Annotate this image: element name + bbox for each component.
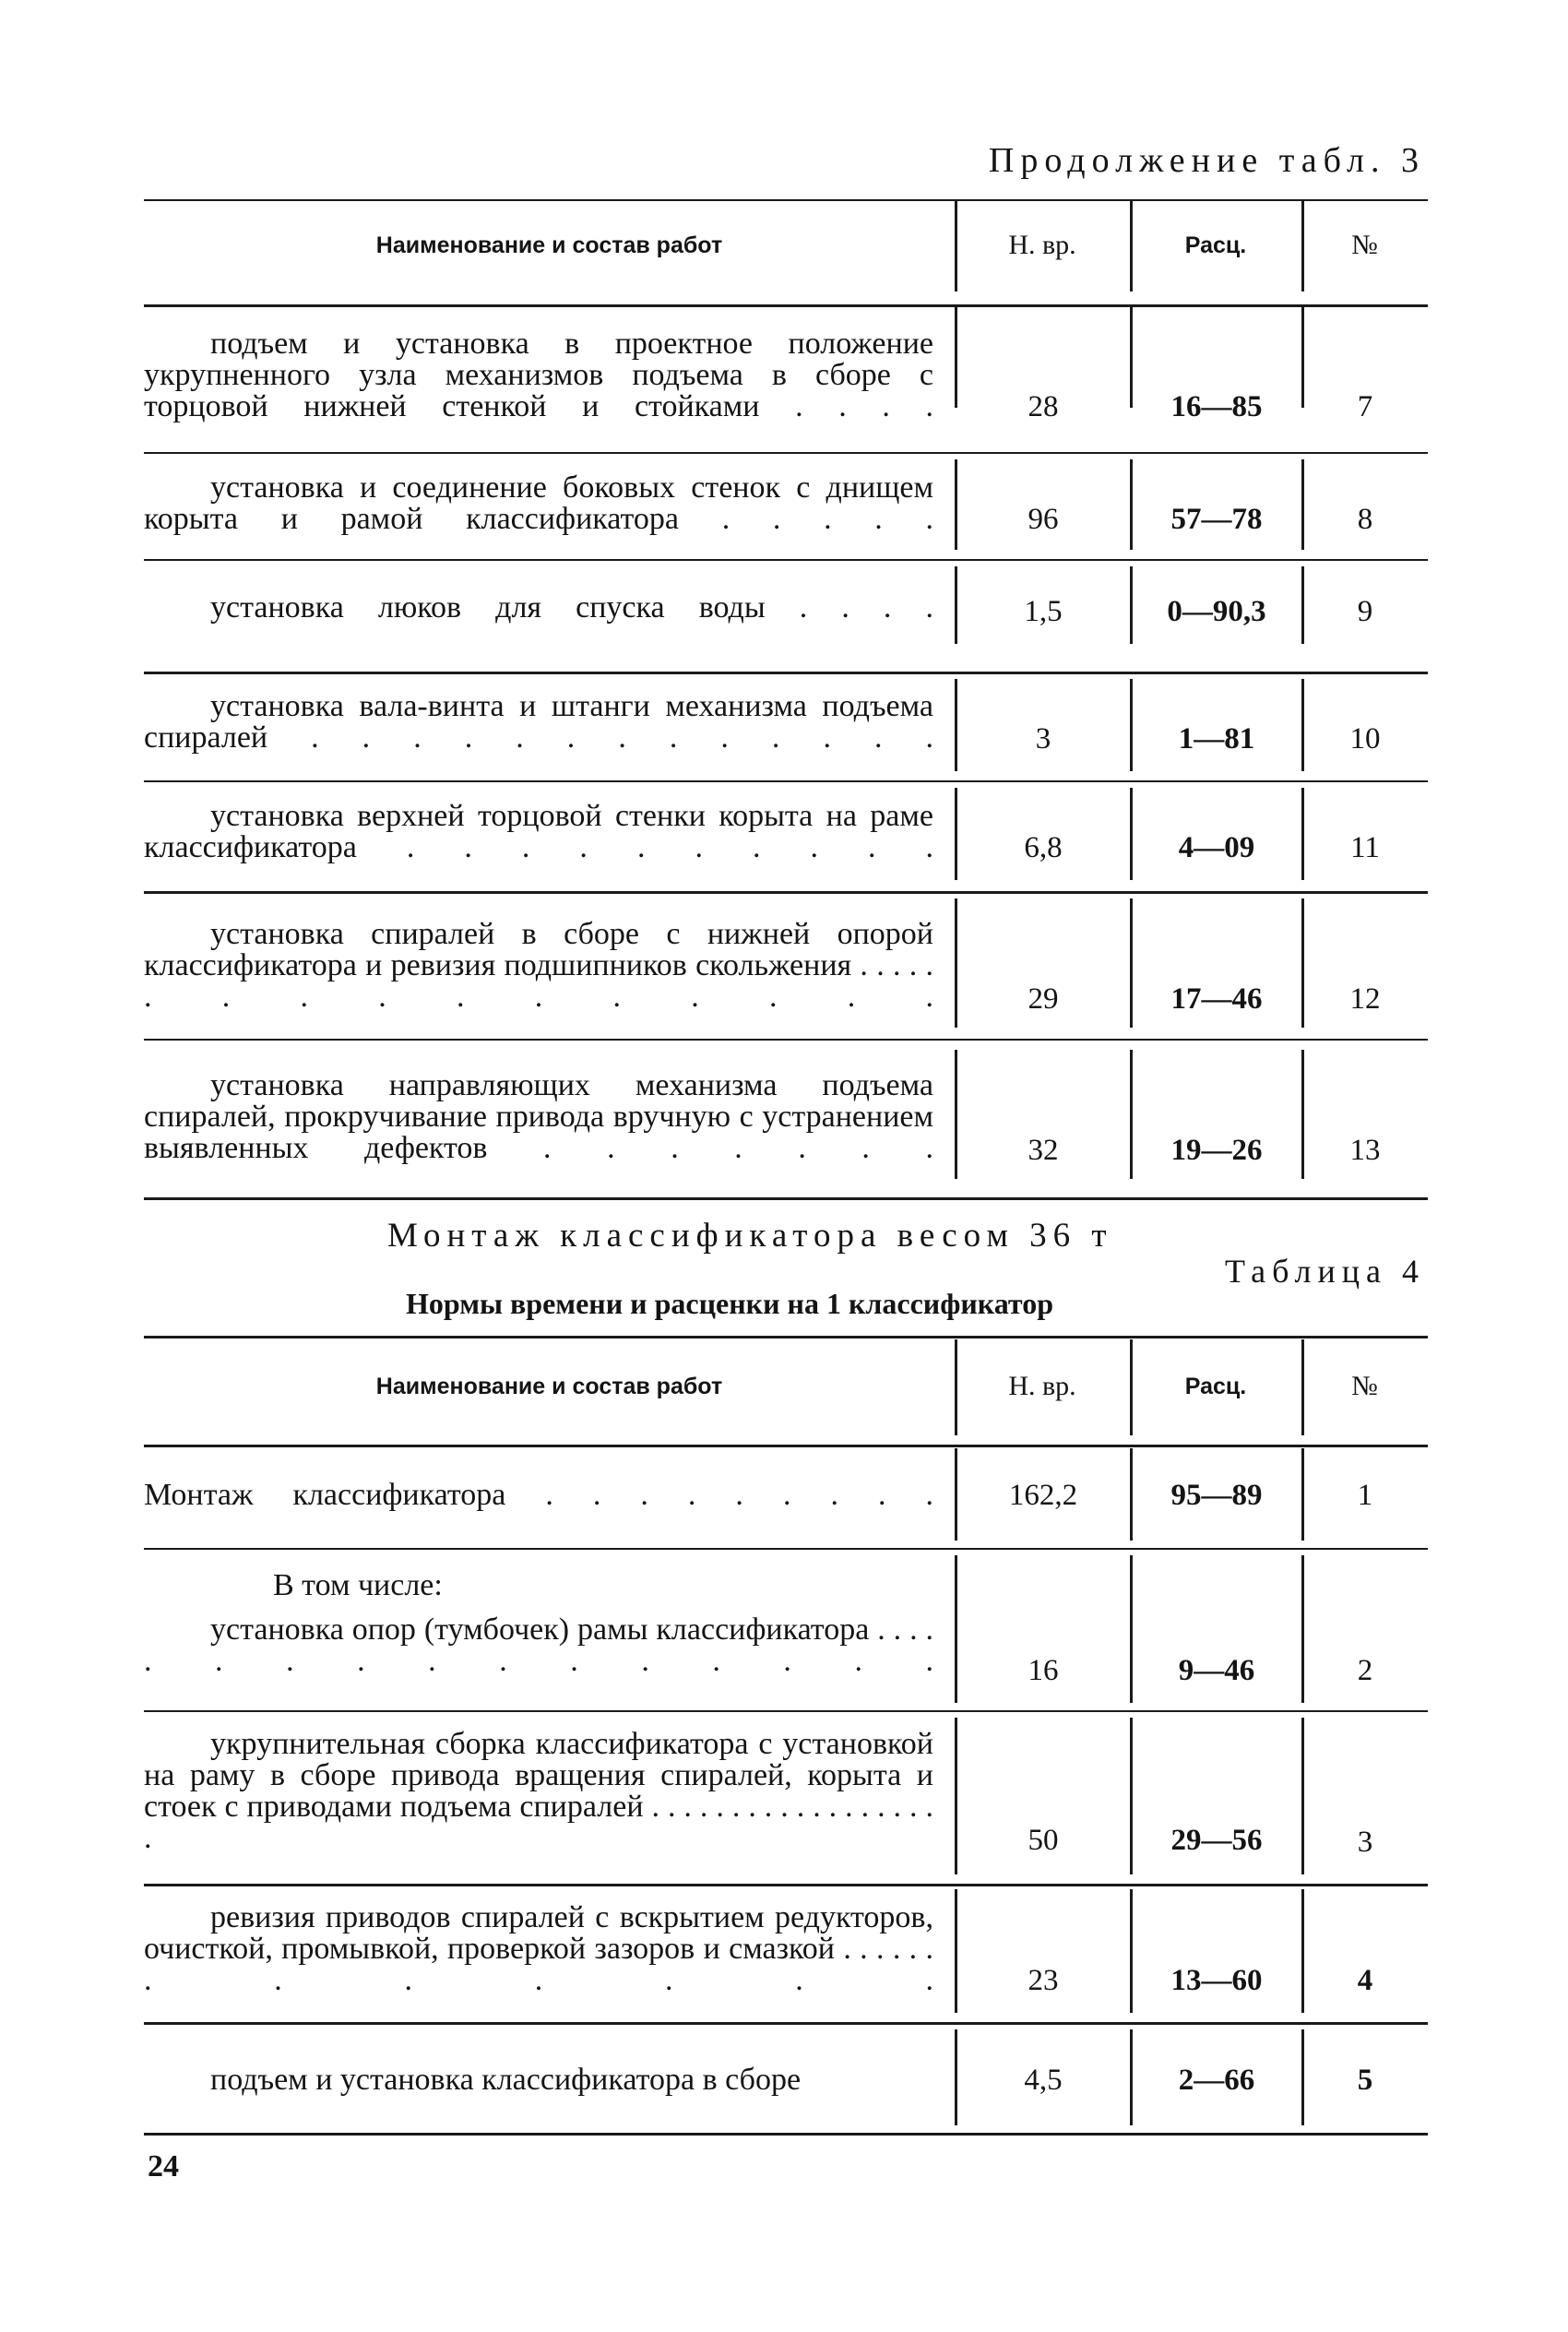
cell-price: 95—89: [1170, 1479, 1263, 1512]
col-header-name: Наименование и состав работ: [375, 1373, 723, 1399]
table-4: [144, 1336, 1428, 2148]
cell-no: 5: [1357, 2064, 1373, 2097]
col-header-time: Н. вр.: [1008, 1371, 1076, 1401]
cell-time: 16: [1028, 1654, 1059, 1687]
page-number: 24: [148, 2149, 179, 2183]
table-subtitle: Нормы времени и расценки на 1 классификатор: [406, 1287, 1053, 1320]
table-row-desc: укрупнительная сборка классификатора с установкой на раму в сборе привода вращения спиралей, корыта и стоек с приводами подъема спиралей . . . . . . . . . . . . . . . . . . .: [144, 1727, 933, 1855]
cell-no: 2: [1357, 1654, 1373, 1687]
cell-no: 7: [1357, 390, 1373, 423]
col-header-no: №: [1351, 230, 1378, 260]
cell-price: 16—85: [1170, 390, 1263, 423]
cell-time: 162,2: [1008, 1479, 1078, 1512]
continuation-label: Продолжение табл. 3: [988, 141, 1425, 180]
cell-no: 12: [1349, 982, 1381, 1016]
cell-time: 32: [1028, 1134, 1059, 1167]
table-row-desc: В том числе: установка опор (тумбочек) рамы классификатора . . . . . . . . . . . . . . . .: [144, 1568, 933, 1678]
table-row-desc: подъем и установка в проектное положение укрупненного узла механизмов подъема в сборе с торцовой нижней стенкой и стойками . . . .: [144, 327, 933, 423]
cell-price: 2—66: [1178, 2064, 1255, 2097]
cell-time: 4,5: [1024, 2064, 1063, 2097]
table-row-desc: установка и соединение боковых стенок с днищем корыта и рамой классификатора . . . . .: [144, 470, 933, 536]
cell-time: 1,5: [1024, 595, 1063, 628]
cell-price: 0—90,3: [1167, 595, 1266, 628]
table-row-desc: ревизия приводов спиралей с вскрытием редукторов, очисткой, промывкой, проверкой зазоров и смазкой . . . . . . . . . . . . .: [144, 1900, 933, 1997]
cell-price: 4—09: [1178, 831, 1255, 864]
col-header-time: Н. вр.: [1008, 230, 1076, 260]
cell-time: 3: [1035, 722, 1051, 756]
table-label: Таблица 4: [1225, 1253, 1425, 1290]
cell-no: 9: [1357, 595, 1373, 628]
cell-price: 17—46: [1170, 982, 1263, 1016]
col-header-name: Наименование и состав работ: [375, 232, 723, 258]
cell-time: 28: [1028, 390, 1059, 423]
cell-price: 29—56: [1170, 1824, 1263, 1857]
table-row-desc: установка верхней торцовой стенки корыта на раме классификатора . . . . . . . . . .: [144, 799, 933, 864]
table-row-desc: установка направляющих механизма подъема спиралей, прокручивание привода вручную с устранением выявленных дефектов . . . . . . .: [144, 1068, 933, 1165]
cell-price: 13—60: [1170, 1964, 1263, 1997]
cell-no: 3: [1357, 1826, 1373, 1859]
cell-no: 8: [1357, 503, 1373, 536]
cell-time: 96: [1028, 503, 1059, 536]
cell-price: 9—46: [1178, 1654, 1255, 1687]
table-row-desc: установка вала-винта и штанги механизма подъема спиралей . . . . . . . . . . . . .: [144, 689, 933, 755]
table-row-desc: установка спиралей в сборе с нижней опорой классификатора и ревизия подшипников скольжения . . . . . . . . . . . . . . . .: [144, 917, 933, 1014]
cell-no: 13: [1349, 1134, 1381, 1167]
cell-time: 50: [1028, 1824, 1059, 1857]
cell-price: 19—26: [1170, 1134, 1263, 1167]
col-header-price: Расц.: [1184, 232, 1247, 258]
cell-no: 4: [1357, 1964, 1373, 1997]
cell-price: 57—78: [1170, 503, 1263, 536]
cell-no: 1: [1357, 1479, 1373, 1512]
table-row-desc: подъем и установка классификатора в сборе: [210, 2063, 802, 2097]
table-row-desc: Монтаж классификатора . . . . . . . . .: [144, 1478, 933, 1512]
table-row-desc: установка люков для спуска воды . . . .: [210, 590, 933, 625]
cell-time: 29: [1028, 982, 1059, 1016]
cell-no: 11: [1350, 831, 1380, 864]
section-title: Монтаж классификатора весом 36 т: [387, 1217, 1113, 1255]
table-3: [144, 199, 1428, 1214]
col-header-price: Расц.: [1184, 1373, 1247, 1399]
cell-price: 1—81: [1178, 722, 1255, 756]
lead-in-text: В том числе:: [273, 1568, 443, 1602]
cell-time: 23: [1028, 1964, 1059, 1997]
cell-time: 6,8: [1024, 831, 1063, 864]
col-header-no: №: [1351, 1371, 1378, 1401]
cell-no: 10: [1349, 722, 1381, 756]
